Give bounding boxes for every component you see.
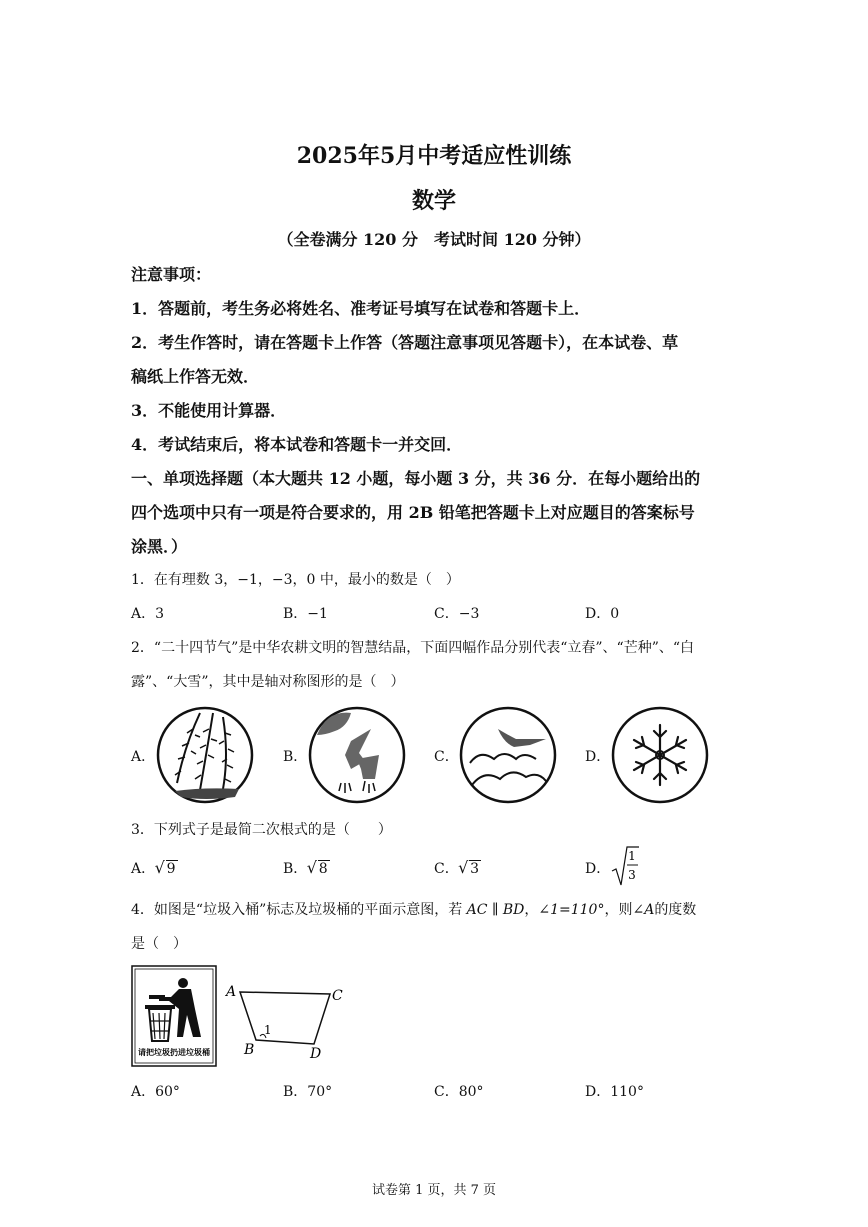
q3-option-d [585, 858, 610, 878]
q1-option-d: D．0 [585, 606, 620, 622]
lichun-willow-image [155, 705, 255, 805]
trapezoid-diagram [222, 978, 352, 1063]
frac-numerator: 1 [628, 849, 636, 863]
point-d-label: D [310, 1046, 322, 1062]
notice-item: 2．考生作答时，请在答题卡上作答（答题注意事项见答题卡），在本试卷、草 [131, 333, 679, 352]
daxue-snowflake-image [610, 705, 710, 805]
question-2-stem: 露”、“大雪”，其中是轴对称图形的是（ ） [131, 674, 405, 690]
q2-option-b-label: B． [283, 749, 308, 765]
exam-note: （全卷满分 120 分 考试时间 120 分钟） [277, 230, 591, 249]
section-heading: 四个选项中只有一项是符合要求的，用 2B 铅笔把答题卡上对应题目的答案标号 [131, 503, 695, 522]
question-1-stem: 1．在有理数 3，−1，−3，0 中，最小的数是（ ） [131, 572, 460, 588]
section-heading: 涂黑．） [131, 537, 188, 556]
section-heading: 一、单项选择题（本大题共 12 小题，每小题 3 分，共 36 分．在每小题给出的 [131, 469, 701, 488]
radical-sign-icon: √ [154, 858, 165, 877]
bailu-image [458, 705, 558, 805]
sqrt-8: √ 8 [306, 858, 328, 877]
q3-option-c [434, 858, 481, 878]
q4-option-c: C．80° [434, 1084, 484, 1100]
radical-sign-icon: √ [306, 858, 317, 877]
q1-option-a: A．3 [131, 606, 165, 622]
sqrt-3: √ 3 [458, 858, 480, 877]
point-b-label: B [244, 1042, 255, 1058]
point-a-label: A [226, 984, 237, 1000]
q4-option-b: B．70° [283, 1084, 333, 1100]
q2-option-a-label: A． [131, 749, 156, 765]
notice-item: 1．答题前，考生务必将姓名、准考证号填写在试卷和答题卡上． [131, 299, 591, 318]
page-footer: 试卷第 1 页，共 7 页 [371, 1183, 497, 1198]
q2-option-c-label: C． [434, 749, 459, 765]
question-2-stem: 2．“二十四节气”是中华农耕文明的智慧结晶，下面四幅作品分别代表“立春”、“芒种”、“白 [131, 640, 695, 656]
q2-option-d-label: D． [585, 749, 611, 765]
subject-title: 数学 [411, 188, 456, 214]
q3-option-d-label: D． [585, 861, 611, 877]
notice-item: 3．不能使用计算器． [131, 401, 287, 420]
question-4-stem-2: 是（ ） [131, 936, 187, 952]
notice-item: 4．考试结束后，将本试卷和答题卡一并交回． [131, 435, 463, 454]
frac-denominator: 3 [628, 868, 636, 882]
question-4-stem: 4．如图是“垃圾入桶”标志及垃圾桶的平面示意图，若 AC ∥ BD，∠1=110°，则∠A的度数 [131, 902, 697, 918]
trash-bin-sign-image [131, 965, 217, 1067]
notice-item: 稿纸上作答无效． [131, 367, 260, 386]
q4-option-d: D．110° [585, 1084, 644, 1100]
q4-option-a: A．60° [131, 1084, 180, 1100]
q3-option-c-label: C． [434, 861, 459, 877]
q3-option-a-label: A． [131, 861, 156, 877]
q1-option-b: B．−1 [283, 606, 328, 622]
question-3-stem: 3．下列式子是最简二次根式的是（ ） [131, 822, 392, 838]
notice-heading: 注意事项： [131, 265, 212, 284]
q3-option-a [131, 858, 178, 878]
q3-option-b [283, 858, 330, 878]
sqrt-9: √ 9 [154, 858, 176, 877]
radical-sign-icon: √ [458, 858, 469, 877]
sign-caption: 请把垃圾扔进垃圾桶 [138, 1048, 210, 1057]
exam-title: 2025年5月中考适应性训练 [296, 143, 572, 169]
q3-option-b-label: B． [283, 861, 308, 877]
point-c-label: C [332, 988, 343, 1004]
angle-1-label: 1 [264, 1023, 272, 1037]
mangzhong-image [307, 705, 407, 805]
q1-option-c: C．−3 [434, 606, 480, 622]
sqrt-one-third [610, 845, 640, 889]
